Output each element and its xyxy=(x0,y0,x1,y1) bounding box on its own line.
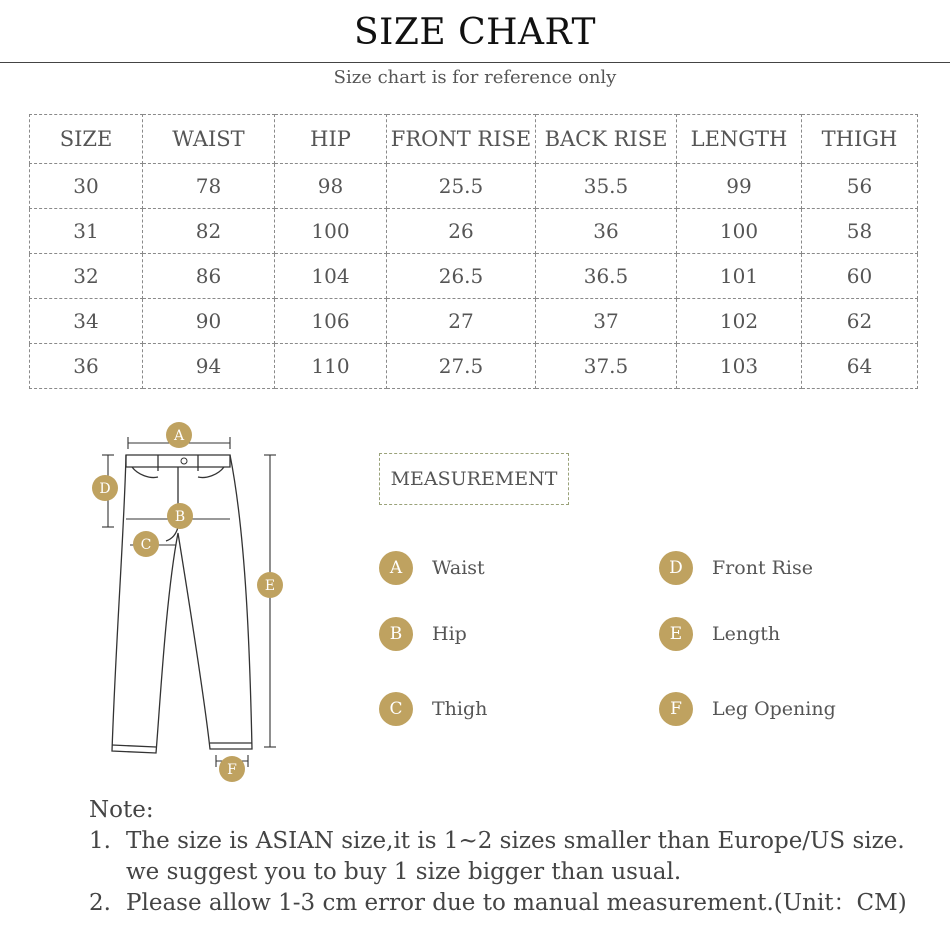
legend-marker: B xyxy=(379,617,413,651)
note-number: 1. xyxy=(89,828,111,854)
waistband-outline xyxy=(126,455,230,467)
table-cell: 110 xyxy=(275,344,387,389)
measurement-heading: MEASUREMENT xyxy=(379,453,569,505)
marker-f xyxy=(219,756,245,782)
note-text: The size is ASIAN size,it is 1~2 sizes smaller than Europe/US size. xyxy=(126,828,905,854)
legend-label: Leg Opening xyxy=(712,698,836,720)
table-header-row xyxy=(30,115,918,164)
table-cell: 104 xyxy=(275,254,387,299)
notes-section xyxy=(89,795,929,919)
legend-item-leg-opening xyxy=(659,691,836,727)
table-cell: 90 xyxy=(143,299,275,344)
legend-label: Front Rise xyxy=(712,557,813,579)
marker-e xyxy=(257,572,283,598)
legend-item-length xyxy=(659,616,780,652)
table-cell: 100 xyxy=(275,209,387,254)
table-cell: 103 xyxy=(677,344,802,389)
marker-d xyxy=(92,475,118,501)
table-cell: 37.5 xyxy=(536,344,677,389)
table-cell: 37 xyxy=(536,299,677,344)
size-table xyxy=(29,114,918,389)
legend-marker: F xyxy=(659,692,693,726)
svg-text:D: D xyxy=(99,481,111,497)
table-cell: 36 xyxy=(30,344,143,389)
table-cell: 86 xyxy=(143,254,275,299)
legend-label: Thigh xyxy=(432,698,488,720)
legend-label: Length xyxy=(712,623,781,645)
column-header: THIGH xyxy=(802,115,918,164)
right-pocket xyxy=(198,467,224,478)
column-header: SIZE xyxy=(30,115,143,164)
button-icon xyxy=(181,458,187,464)
legend-marker: E xyxy=(659,617,693,651)
table-cell: 106 xyxy=(275,299,387,344)
column-header: WAIST xyxy=(143,115,275,164)
table-cell: 60 xyxy=(802,254,918,299)
note-text: Please allow 1-3 cm error due to manual measurement.(Unit：CM) xyxy=(126,890,907,916)
table-row xyxy=(30,209,918,254)
legend-item-waist xyxy=(379,550,485,586)
pants-diagram xyxy=(80,415,320,790)
column-header: HIP xyxy=(275,115,387,164)
table-cell: 62 xyxy=(802,299,918,344)
table-cell: 36 xyxy=(536,209,677,254)
table-row xyxy=(30,344,918,389)
table-cell: 25.5 xyxy=(387,164,536,209)
note-item xyxy=(89,888,929,919)
note-item xyxy=(89,826,929,857)
legend-marker: D xyxy=(659,551,693,585)
table-cell: 78 xyxy=(143,164,275,209)
page-subtitle: Size chart is for reference only xyxy=(333,67,617,88)
legend-marker: C xyxy=(379,692,413,726)
note-text: we suggest you to buy 1 size bigger than usual. xyxy=(126,859,682,885)
svg-text:A: A xyxy=(173,428,185,444)
svg-text:F: F xyxy=(227,762,237,778)
table-cell: 101 xyxy=(677,254,802,299)
legend-label: Waist xyxy=(432,557,485,579)
table-cell: 58 xyxy=(802,209,918,254)
table-cell: 30 xyxy=(30,164,143,209)
table-cell: 82 xyxy=(143,209,275,254)
column-header: BACK RISE xyxy=(536,115,677,164)
title-divider xyxy=(0,62,950,63)
table-row xyxy=(30,254,918,299)
table-cell: 27.5 xyxy=(387,344,536,389)
table-cell: 26 xyxy=(387,209,536,254)
table-cell: 64 xyxy=(802,344,918,389)
table-cell: 35.5 xyxy=(536,164,677,209)
legend-label: Hip xyxy=(432,623,467,645)
marker-b xyxy=(167,503,193,529)
column-header: LENGTH xyxy=(677,115,802,164)
legend-item-front-rise xyxy=(659,550,813,586)
legend-marker: A xyxy=(379,551,413,585)
table-cell: 99 xyxy=(677,164,802,209)
table-cell: 56 xyxy=(802,164,918,209)
column-header: FRONT RISE xyxy=(387,115,536,164)
note-number: 2. xyxy=(89,890,111,916)
table-cell: 31 xyxy=(30,209,143,254)
notes-heading: Note: xyxy=(89,797,154,823)
table-row xyxy=(30,299,918,344)
pants-outline xyxy=(112,455,252,753)
legend-item-thigh xyxy=(379,691,487,727)
page-title: SIZE CHART xyxy=(353,12,597,53)
table-cell: 94 xyxy=(143,344,275,389)
marker-c xyxy=(133,531,159,557)
left-hem xyxy=(112,745,156,747)
svg-text:B: B xyxy=(174,509,186,525)
table-cell: 32 xyxy=(30,254,143,299)
table-cell: 98 xyxy=(275,164,387,209)
table-cell: 26.5 xyxy=(387,254,536,299)
marker-a xyxy=(166,422,192,448)
table-cell: 27 xyxy=(387,299,536,344)
svg-text:C: C xyxy=(140,537,152,553)
table-cell: 102 xyxy=(677,299,802,344)
table-cell: 34 xyxy=(30,299,143,344)
legend-item-hip xyxy=(379,616,467,652)
note-item-continued xyxy=(89,857,929,888)
table-cell: 36.5 xyxy=(536,254,677,299)
left-pocket xyxy=(132,467,158,478)
table-row xyxy=(30,164,918,209)
table-cell: 100 xyxy=(677,209,802,254)
svg-text:E: E xyxy=(264,578,276,594)
